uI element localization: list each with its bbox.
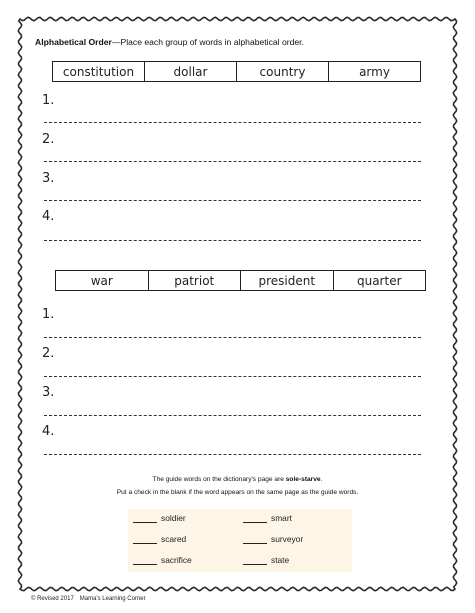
check-blank[interactable] — [133, 514, 157, 523]
check-instruction: Put a check in the blank if the word appears on the same page as the guide words. — [116, 489, 359, 496]
check-item-sacrifice[interactable] — [133, 555, 192, 565]
worksheet-title — [35, 37, 304, 47]
check-blank[interactable] — [243, 556, 267, 565]
check-word: soldier — [161, 513, 186, 523]
answer-line[interactable] — [44, 200, 421, 201]
answer-line[interactable] — [44, 337, 421, 338]
answer-line[interactable] — [44, 376, 421, 377]
answer-line[interactable] — [44, 454, 421, 455]
answer-number-1: 1. — [42, 93, 55, 108]
word-box-group-2 — [55, 270, 426, 291]
check-word: state — [271, 555, 290, 565]
guide-text-post: . — [320, 476, 323, 483]
answer-number-1: 1. — [42, 307, 55, 322]
footer — [31, 596, 146, 602]
guide-text-pre: The guide words on the dictionary's page are — [152, 476, 286, 483]
answer-line[interactable] — [44, 240, 421, 241]
copyright-text: © Revised 2017 — [31, 596, 74, 602]
word-cell: dollar — [145, 62, 237, 81]
guide-words-instruction — [0, 476, 475, 483]
check-blank[interactable] — [133, 556, 157, 565]
check-blank[interactable] — [243, 514, 267, 523]
word-cell: war — [56, 271, 149, 290]
check-item-soldier[interactable] — [133, 513, 186, 523]
check-item-surveyor[interactable] — [243, 534, 303, 544]
word-cell: patriot — [149, 271, 242, 290]
answer-line[interactable] — [44, 161, 421, 162]
word-cell: quarter — [356, 273, 402, 288]
answer-line[interactable] — [44, 122, 421, 123]
check-blank[interactable] — [243, 535, 267, 544]
answer-number-4: 4. — [42, 424, 55, 439]
check-blank[interactable] — [133, 535, 157, 544]
answer-number-3: 3. — [42, 171, 55, 186]
answer-number-4: 4. — [42, 209, 55, 224]
guide-words: sole-starve — [285, 476, 321, 483]
title-instructions: —Place each group of words in alphabetical order. — [111, 37, 304, 47]
check-word: smart — [271, 513, 292, 523]
check-item-scared[interactable] — [133, 534, 186, 544]
word-box-group-1 — [52, 61, 421, 82]
word-cell: country — [237, 62, 329, 81]
answer-number-2: 2. — [42, 132, 55, 147]
word-cell: president — [241, 271, 334, 290]
answer-number-3: 3. — [42, 385, 55, 400]
check-word: surveyor — [271, 534, 304, 544]
word-cell: constitution — [53, 62, 145, 81]
title-heading: Alphabetical Order — [35, 37, 112, 47]
brand-text: Mama's Learning Corner — [79, 596, 146, 602]
check-word: scared — [161, 534, 187, 544]
answer-number-2: 2. — [42, 346, 55, 361]
check-word: sacrifice — [161, 555, 192, 565]
check-item-smart[interactable] — [243, 513, 292, 523]
answer-line[interactable] — [44, 415, 421, 416]
word-cell: army — [359, 64, 390, 79]
check-item-state[interactable] — [243, 555, 289, 565]
